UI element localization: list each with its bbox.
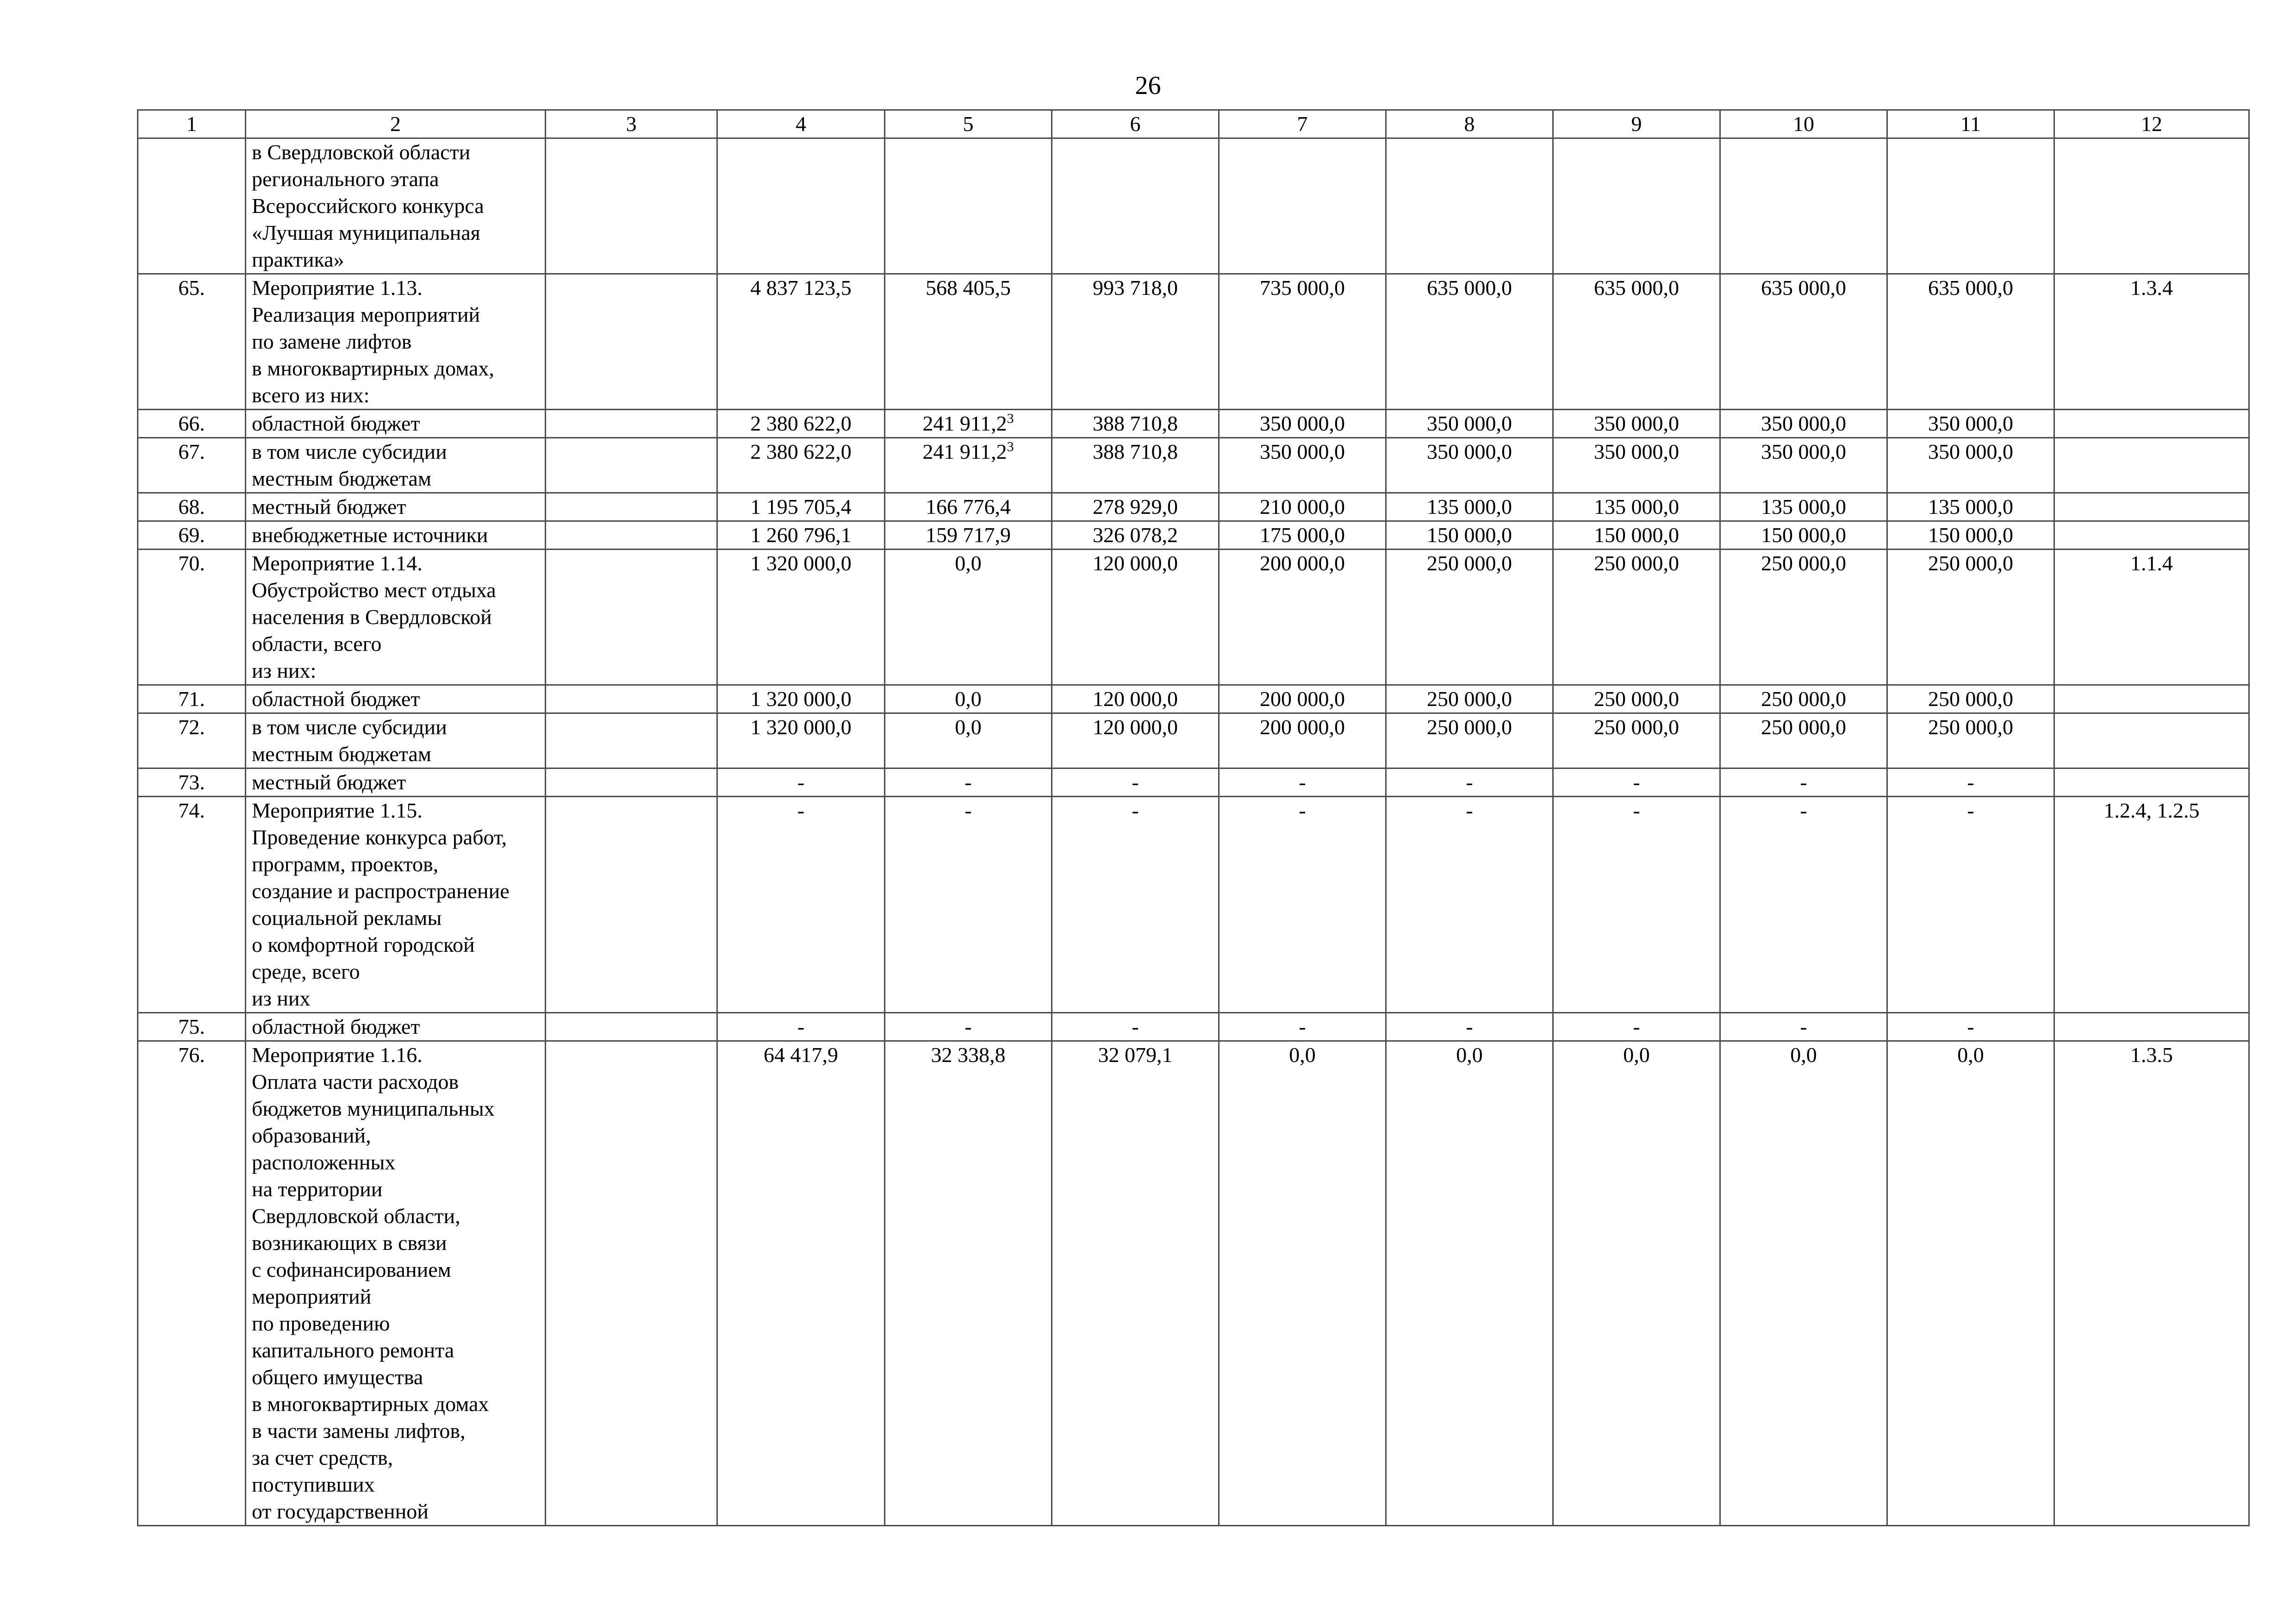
value-text: - — [1967, 1015, 1974, 1038]
row-value-cell — [1553, 1013, 1720, 1041]
row-column-3 — [546, 438, 717, 493]
row-value-cell — [1553, 1041, 1720, 1526]
value-text: 250 000,0 — [1928, 715, 2013, 739]
row-column-3 — [546, 493, 717, 521]
row-name: областной бюджет — [246, 410, 546, 438]
row-value-cell — [1386, 797, 1553, 1013]
value-text: 32 338,8 — [931, 1043, 1006, 1067]
row-name: Мероприятие 1.13. Реализация мероприятий по замене лифтов в многоквартирных домах, всего из них: — [246, 274, 546, 410]
row-value-cell — [1553, 138, 1720, 274]
row-value-cell — [1219, 138, 1386, 274]
value-text: - — [1633, 1015, 1640, 1038]
row-name: Мероприятие 1.15. Проведение конкурса работ, программ, проектов, создание и распространение социальной рекламы о комфортной городской среде, всего из них — [246, 797, 546, 1013]
table-row — [138, 493, 2249, 521]
value-text: 350 000,0 — [1427, 412, 1512, 435]
row-value-cell — [1386, 438, 1553, 493]
table-row — [138, 438, 2249, 493]
value-text: 350 000,0 — [1928, 412, 2013, 435]
value-text: 0,0 — [1456, 1043, 1483, 1067]
value-text: 350 000,0 — [1594, 412, 1679, 435]
row-value-cell — [885, 438, 1052, 493]
row-name: областной бюджет — [246, 1013, 546, 1041]
row-value-cell — [717, 1041, 885, 1526]
value-text: 120 000,0 — [1093, 551, 1178, 575]
value-text: 993 718,0 — [1093, 276, 1178, 300]
row-value-cell — [1052, 1041, 1219, 1526]
row-value-cell — [1052, 797, 1219, 1013]
table-row — [138, 797, 2249, 1013]
value-text: 200 000,0 — [1260, 687, 1345, 711]
row-value-cell — [885, 521, 1052, 550]
row-column-3 — [546, 768, 717, 797]
value-text: 120 000,0 — [1093, 715, 1178, 739]
row-value-cell — [717, 797, 885, 1013]
table-row — [138, 685, 2249, 713]
row-value-cell — [1887, 685, 2054, 713]
value-text: 0,0 — [1957, 1043, 1984, 1067]
row-value-cell — [717, 685, 885, 713]
row-value-cell — [1887, 1041, 2054, 1526]
row-value-cell — [885, 138, 1052, 274]
value-text: 250 000,0 — [1761, 687, 1846, 711]
row-value-cell — [1720, 493, 1887, 521]
row-column-3 — [546, 138, 717, 274]
row-value-cell — [1887, 138, 2054, 274]
value-text: 0,0 — [1623, 1043, 1650, 1067]
row-number: 73. — [138, 768, 246, 797]
row-column-3 — [546, 1013, 717, 1041]
row-value-cell — [1386, 1013, 1553, 1041]
value-text: 350 000,0 — [1594, 440, 1679, 463]
row-value-cell — [717, 438, 885, 493]
row-value-cell — [717, 493, 885, 521]
table-row — [138, 1041, 2249, 1526]
row-value-cell — [1553, 521, 1720, 550]
row-value-cell — [1219, 274, 1386, 410]
value-text: 635 000,0 — [1761, 276, 1846, 300]
row-value-cell — [1219, 1041, 1386, 1526]
column-number: 6 — [1052, 110, 1219, 138]
row-value-cell — [1887, 410, 2054, 438]
value-text: - — [1967, 799, 1974, 822]
column-number: 3 — [546, 110, 717, 138]
value-text: 0,0 — [955, 715, 982, 739]
row-value-cell — [1887, 550, 2054, 685]
row-value-cell — [1052, 493, 1219, 521]
row-value-cell — [1887, 713, 2054, 768]
value-text: - — [1633, 770, 1640, 794]
value-text: - — [797, 770, 805, 794]
row-number: 72. — [138, 713, 246, 768]
row-value-cell — [717, 1013, 885, 1041]
row-value-cell — [1720, 768, 1887, 797]
row-value-cell — [1553, 713, 1720, 768]
row-value-cell — [1219, 410, 1386, 438]
row-name: в том числе субсидии местным бюджетам — [246, 713, 546, 768]
row-value-cell — [1553, 550, 1720, 685]
value-text: 735 000,0 — [1260, 276, 1345, 300]
row-value-cell — [1887, 797, 2054, 1013]
value-text: 350 000,0 — [1928, 440, 2013, 463]
value-text: 1 320 000,0 — [750, 715, 852, 739]
table-body — [138, 138, 2249, 1526]
value-text: 350 000,0 — [1761, 412, 1846, 435]
row-value-cell — [1720, 138, 1887, 274]
value-text: 32 079,1 — [1098, 1043, 1173, 1067]
row-value-cell — [1386, 550, 1553, 685]
value-text: 150 000,0 — [1928, 523, 2013, 547]
row-name: местный бюджет — [246, 493, 546, 521]
value-text: 135 000,0 — [1761, 495, 1846, 518]
row-value-cell — [1052, 768, 1219, 797]
value-text: 64 417,9 — [764, 1043, 838, 1067]
row-value-cell — [1887, 438, 2054, 493]
column-number: 11 — [1887, 110, 2054, 138]
row-value-cell — [1219, 493, 1386, 521]
row-name: в Свердловской области регионального этапа Всероссийского конкурса «Лучшая муниципальная практика» — [246, 138, 546, 274]
value-text: 200 000,0 — [1260, 715, 1345, 739]
row-value-cell — [1386, 713, 1553, 768]
row-value-cell — [885, 493, 1052, 521]
row-value-cell — [1052, 550, 1219, 685]
row-column-3 — [546, 713, 717, 768]
value-text: 200 000,0 — [1260, 551, 1345, 575]
row-value-cell — [1553, 768, 1720, 797]
row-value-cell — [1553, 493, 1720, 521]
value-text: 1 260 796,1 — [750, 523, 852, 547]
row-column-3 — [546, 550, 717, 685]
row-number: 74. — [138, 797, 246, 1013]
row-value-cell — [717, 138, 885, 274]
row-goals — [2054, 493, 2249, 521]
row-number: 65. — [138, 274, 246, 410]
value-text: - — [1466, 1015, 1473, 1038]
value-text: 241 911,2 — [922, 412, 1007, 435]
row-value-cell — [1553, 438, 1720, 493]
row-value-cell — [1386, 768, 1553, 797]
value-text: - — [1132, 1015, 1139, 1038]
value-text: 250 000,0 — [1928, 551, 2013, 575]
row-number — [138, 138, 246, 274]
value-text: 1 195 705,4 — [750, 495, 852, 518]
value-text: - — [964, 1015, 972, 1038]
row-value-cell — [1386, 1041, 1553, 1526]
row-value-cell — [1386, 493, 1553, 521]
row-value-cell — [885, 797, 1052, 1013]
row-number: 67. — [138, 438, 246, 493]
row-value-cell — [1553, 685, 1720, 713]
value-text: 150 000,0 — [1427, 523, 1512, 547]
table-row — [138, 274, 2249, 410]
value-text: 0,0 — [955, 687, 982, 711]
row-value-cell — [1386, 274, 1553, 410]
value-text: 1 320 000,0 — [750, 551, 852, 575]
row-value-cell — [1052, 438, 1219, 493]
value-text: 350 000,0 — [1761, 440, 1846, 463]
row-value-cell — [885, 1013, 1052, 1041]
footnote-marker: 3 — [1007, 439, 1014, 455]
value-text: 1 320 000,0 — [750, 687, 852, 711]
row-goals — [2054, 138, 2249, 274]
value-text: 120 000,0 — [1093, 687, 1178, 711]
value-text: - — [964, 799, 972, 822]
row-value-cell — [1720, 685, 1887, 713]
value-text: 210 000,0 — [1260, 495, 1345, 518]
row-value-cell — [1887, 521, 2054, 550]
value-text: 568 405,5 — [926, 276, 1011, 300]
row-column-3 — [546, 797, 717, 1013]
row-value-cell — [1887, 493, 2054, 521]
row-value-cell — [885, 1041, 1052, 1526]
table-row — [138, 521, 2249, 550]
value-text: 250 000,0 — [1427, 715, 1512, 739]
value-text: - — [797, 1015, 805, 1038]
value-text: 250 000,0 — [1928, 687, 2013, 711]
row-value-cell — [1553, 410, 1720, 438]
row-column-3 — [546, 274, 717, 410]
column-number: 1 — [138, 110, 246, 138]
value-text: 326 078,2 — [1093, 523, 1178, 547]
row-value-cell — [1720, 797, 1887, 1013]
row-value-cell — [885, 410, 1052, 438]
row-name: местный бюджет — [246, 768, 546, 797]
row-value-cell — [1720, 438, 1887, 493]
value-text: 635 000,0 — [1594, 276, 1679, 300]
value-text: 135 000,0 — [1928, 495, 2013, 518]
value-text: 166 776,4 — [926, 495, 1011, 518]
column-number: 2 — [246, 110, 546, 138]
column-number: 9 — [1553, 110, 1720, 138]
row-value-cell — [717, 410, 885, 438]
value-text: 4 837 123,5 — [750, 276, 852, 300]
column-number: 8 — [1386, 110, 1553, 138]
row-number: 71. — [138, 685, 246, 713]
value-text: - — [797, 799, 805, 822]
row-value-cell — [885, 274, 1052, 410]
row-value-cell — [885, 713, 1052, 768]
value-text: - — [1132, 799, 1139, 822]
row-column-3 — [546, 521, 717, 550]
value-text: 388 710,8 — [1093, 412, 1178, 435]
row-number: 76. — [138, 1041, 246, 1526]
row-value-cell — [1219, 768, 1386, 797]
row-goals: 1.1.4 — [2054, 550, 2249, 685]
budget-table — [137, 109, 2250, 1526]
row-goals: 1.3.4 — [2054, 274, 2249, 410]
value-text: - — [1633, 799, 1640, 822]
value-text: 150 000,0 — [1761, 523, 1846, 547]
value-text: 250 000,0 — [1761, 551, 1846, 575]
row-number: 66. — [138, 410, 246, 438]
row-value-cell — [717, 713, 885, 768]
row-goals — [2054, 685, 2249, 713]
value-text: 350 000,0 — [1427, 440, 1512, 463]
value-text: 250 000,0 — [1427, 687, 1512, 711]
row-value-cell — [717, 550, 885, 685]
value-text: 0,0 — [1289, 1043, 1316, 1067]
footnote-marker: 3 — [1007, 411, 1014, 426]
row-value-cell — [1052, 685, 1219, 713]
value-text: 0,0 — [1790, 1043, 1817, 1067]
row-value-cell — [1219, 1013, 1386, 1041]
row-name: областной бюджет — [246, 685, 546, 713]
row-value-cell — [1052, 138, 1219, 274]
row-value-cell — [1720, 550, 1887, 685]
row-value-cell — [1052, 521, 1219, 550]
row-name: в том числе субсидии местным бюджетам — [246, 438, 546, 493]
column-number: 5 — [885, 110, 1052, 138]
row-goals — [2054, 1013, 2249, 1041]
table-row — [138, 713, 2249, 768]
value-text: 250 000,0 — [1594, 715, 1679, 739]
value-text: - — [1466, 770, 1473, 794]
row-value-cell — [1386, 410, 1553, 438]
row-goals — [2054, 768, 2249, 797]
row-goals: 1.2.4, 1.2.5 — [2054, 797, 2249, 1013]
row-value-cell — [1052, 410, 1219, 438]
row-value-cell — [885, 768, 1052, 797]
row-value-cell — [717, 274, 885, 410]
row-value-cell — [1052, 274, 1219, 410]
column-number: 10 — [1720, 110, 1887, 138]
table-row — [138, 1013, 2249, 1041]
row-column-3 — [546, 1041, 717, 1526]
row-column-3 — [546, 685, 717, 713]
row-number: 69. — [138, 521, 246, 550]
row-value-cell — [1887, 1013, 2054, 1041]
value-text: 250 000,0 — [1761, 715, 1846, 739]
row-number: 68. — [138, 493, 246, 521]
value-text: - — [1299, 770, 1306, 794]
value-text: 388 710,8 — [1093, 440, 1178, 463]
row-value-cell — [1553, 274, 1720, 410]
value-text: 278 929,0 — [1093, 495, 1178, 518]
row-column-3 — [546, 410, 717, 438]
value-text: 350 000,0 — [1260, 412, 1345, 435]
row-value-cell — [1219, 685, 1386, 713]
row-value-cell — [1720, 1041, 1887, 1526]
row-name: Мероприятие 1.16. Оплата части расходов бюджетов муниципальных образований, расположенных на территории Свердловской области, возникающих в связи с софинансированием мероприятий по проведению капитального ремонта общего имущества в многоквартирных домах в части замены лифтов, за счет средств, поступивших от государственной — [246, 1041, 546, 1526]
value-text: - — [964, 770, 972, 794]
row-goals — [2054, 438, 2249, 493]
row-value-cell — [717, 521, 885, 550]
row-value-cell — [1553, 797, 1720, 1013]
row-value-cell — [1219, 797, 1386, 1013]
row-name: Мероприятие 1.14. Обустройство мест отдыха населения в Свердловской области, всего из них: — [246, 550, 546, 685]
row-value-cell — [1219, 713, 1386, 768]
value-text: 150 000,0 — [1594, 523, 1679, 547]
row-value-cell — [1219, 438, 1386, 493]
row-goals — [2054, 410, 2249, 438]
value-text: - — [1800, 799, 1807, 822]
value-text: 635 000,0 — [1427, 276, 1512, 300]
value-text: 241 911,2 — [922, 440, 1007, 463]
row-value-cell — [1386, 521, 1553, 550]
value-text: 175 000,0 — [1260, 523, 1345, 547]
row-value-cell — [1720, 274, 1887, 410]
row-value-cell — [1887, 274, 2054, 410]
value-text: 635 000,0 — [1928, 276, 2013, 300]
row-value-cell — [1720, 521, 1887, 550]
row-number: 75. — [138, 1013, 246, 1041]
value-text: 350 000,0 — [1260, 440, 1345, 463]
row-value-cell — [1720, 1013, 1887, 1041]
row-goals: 1.3.5 — [2054, 1041, 2249, 1526]
value-text: - — [1299, 799, 1306, 822]
value-text: - — [1466, 799, 1473, 822]
column-number: 4 — [717, 110, 885, 138]
column-number: 7 — [1219, 110, 1386, 138]
column-number-row — [138, 110, 2249, 138]
column-number: 12 — [2054, 110, 2249, 138]
row-number: 70. — [138, 550, 246, 685]
row-value-cell — [1219, 521, 1386, 550]
value-text: 135 000,0 — [1594, 495, 1679, 518]
value-text: 159 717,9 — [926, 523, 1011, 547]
row-value-cell — [1386, 685, 1553, 713]
row-value-cell — [1052, 713, 1219, 768]
value-text: - — [1132, 770, 1139, 794]
row-value-cell — [885, 685, 1052, 713]
value-text: 135 000,0 — [1427, 495, 1512, 518]
value-text: - — [1967, 770, 1974, 794]
row-goals — [2054, 521, 2249, 550]
value-text: 2 380 622,0 — [750, 440, 852, 463]
row-value-cell — [1720, 410, 1887, 438]
table-row — [138, 410, 2249, 438]
value-text: - — [1800, 1015, 1807, 1038]
value-text: - — [1800, 770, 1807, 794]
row-value-cell — [1720, 713, 1887, 768]
table-row — [138, 768, 2249, 797]
value-text: 250 000,0 — [1594, 551, 1679, 575]
value-text: 0,0 — [955, 551, 982, 575]
row-value-cell — [1386, 138, 1553, 274]
value-text: 250 000,0 — [1594, 687, 1679, 711]
row-value-cell — [1887, 768, 2054, 797]
page-number: 26 — [1135, 71, 1161, 100]
table-row — [138, 550, 2249, 685]
value-text: 2 380 622,0 — [750, 412, 852, 435]
table-row — [138, 138, 2249, 274]
row-value-cell — [1219, 550, 1386, 685]
value-text: 250 000,0 — [1427, 551, 1512, 575]
row-value-cell — [885, 550, 1052, 685]
row-value-cell — [717, 768, 885, 797]
row-goals — [2054, 713, 2249, 768]
row-value-cell — [1052, 1013, 1219, 1041]
value-text: - — [1299, 1015, 1306, 1038]
row-name: внебюджетные источники — [246, 521, 546, 550]
